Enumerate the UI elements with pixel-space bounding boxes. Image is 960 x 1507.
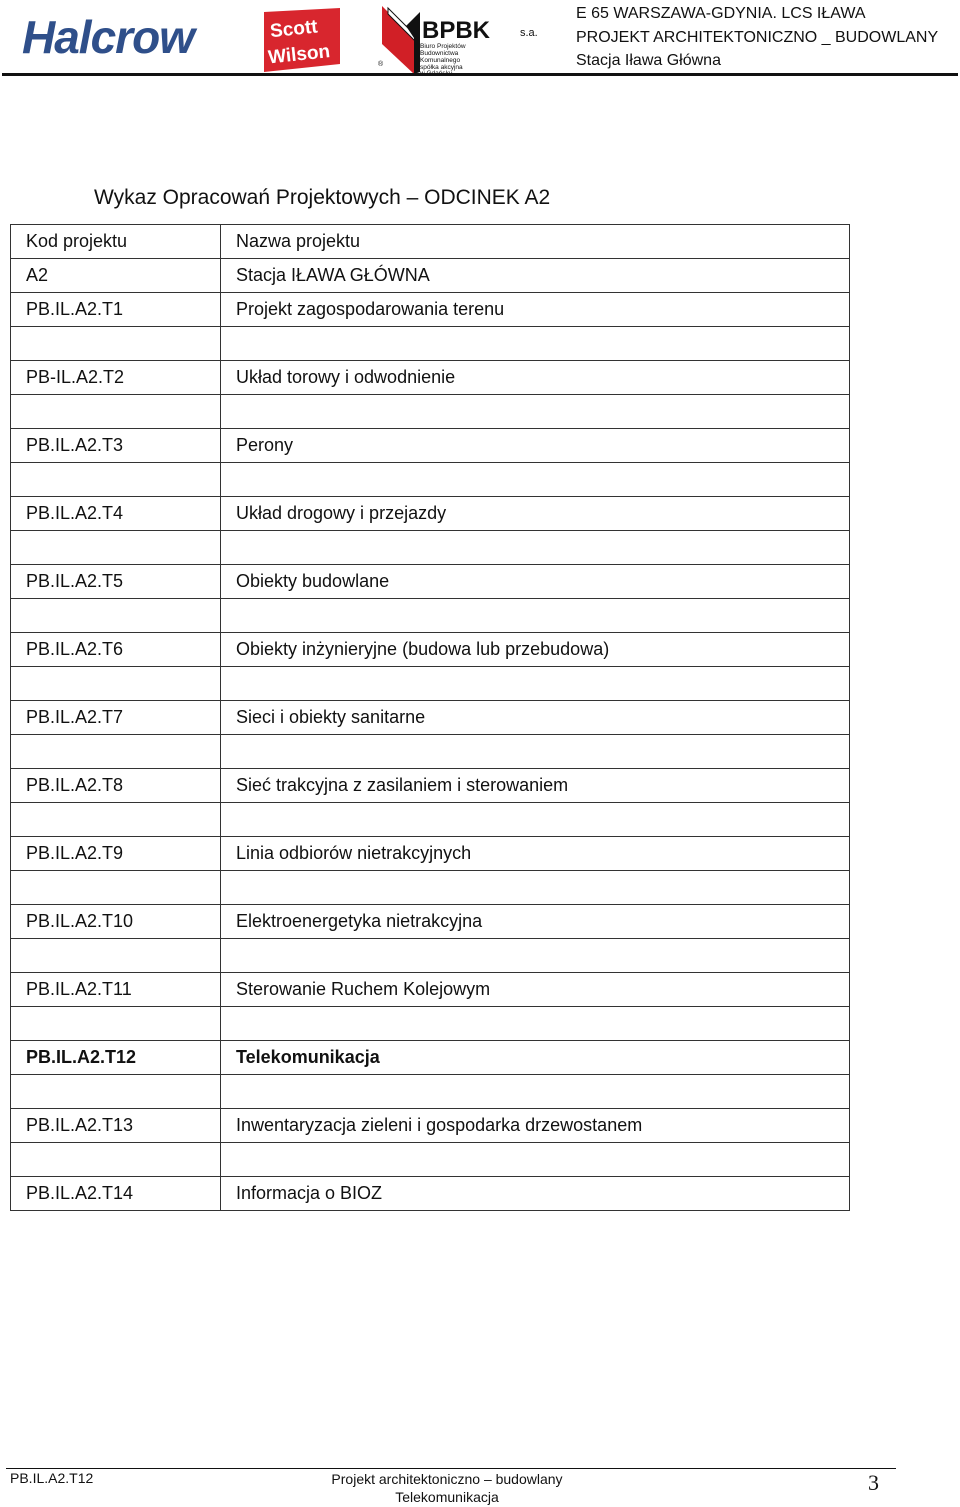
project-name-cell: Sieci i obiekty sanitarne: [221, 701, 850, 735]
project-name-cell: [221, 463, 850, 497]
header-line-3: Stacja Iława Główna: [576, 52, 721, 69]
table-row: [11, 939, 850, 973]
project-code-cell: PB.IL.A2.T5: [11, 565, 221, 599]
project-name-cell: Obiekty inżynieryjne (budowa lub przebudowa): [221, 633, 850, 667]
table-row: [11, 667, 850, 701]
svg-text:Budownictwa: Budownictwa: [420, 50, 459, 57]
project-code-cell: PB.IL.A2.T13: [11, 1109, 221, 1143]
table-row: [11, 803, 850, 837]
project-name-cell: [221, 1007, 850, 1041]
project-code-cell: [11, 939, 221, 973]
project-name-cell: Inwentaryzacja zieleni i gospodarka drzewostanem: [221, 1109, 850, 1143]
project-name-cell: [221, 939, 850, 973]
project-name-cell: [221, 1143, 850, 1177]
project-name-cell: [221, 599, 850, 633]
svg-text:BPBK: BPBK: [422, 17, 491, 44]
project-name-cell: Sieć trakcyjna z zasilaniem i sterowaniem: [221, 769, 850, 803]
project-code-cell: [11, 735, 221, 769]
projects-table-body: [11, 225, 850, 1211]
project-code-cell: [11, 1075, 221, 1109]
project-name-cell: Perony: [221, 429, 850, 463]
table-header-row: [11, 225, 850, 259]
scott-wilson-logo: [264, 8, 340, 72]
header-line-1: E 65 WARSZAWA-GDYNIA. LCS IŁAWA: [576, 5, 866, 22]
project-code-cell: [11, 395, 221, 429]
svg-text:Scott: Scott: [269, 16, 319, 43]
column-header-code: Kod projektu: [11, 225, 221, 259]
halcrow-logo: Halcrow: [22, 11, 194, 63]
project-name-cell: Informacja o BIOZ: [221, 1177, 850, 1211]
table-row: [11, 837, 850, 871]
project-name-cell: Sterowanie Ruchem Kolejowym: [221, 973, 850, 1007]
project-name-cell: Telekomunikacja: [221, 1041, 850, 1075]
project-code-cell: [11, 599, 221, 633]
footer-divider: [6, 1468, 896, 1469]
project-code-cell: PB.IL.A2.T12: [11, 1041, 221, 1075]
bpbk-logo: [378, 4, 548, 76]
table-row: [11, 293, 850, 327]
project-code-cell: PB.IL.A2.T14: [11, 1177, 221, 1211]
page-number: 3: [868, 1470, 879, 1495]
header-project-info: [576, 2, 938, 73]
project-name-cell: [221, 803, 850, 837]
project-code-cell: PB.IL.A2.T6: [11, 633, 221, 667]
table-row: [11, 735, 850, 769]
table-row: [11, 1075, 850, 1109]
project-name-cell: [221, 531, 850, 565]
document-title: Wykaz Opracowań Projektowych – ODCINEK A2: [94, 186, 551, 209]
page-header: [0, 0, 960, 78]
svg-text:s.a.: s.a.: [520, 27, 538, 39]
footer-line-1: Projekt architektoniczno – budowlany: [331, 1471, 563, 1487]
svg-text:Biuro Projektów: Biuro Projektów: [420, 43, 466, 50]
table-row: [11, 1041, 850, 1075]
project-code-cell: PB.IL.A2.T10: [11, 905, 221, 939]
project-code-cell: PB.IL.A2.T4: [11, 497, 221, 531]
table-row: [11, 1007, 850, 1041]
table-row: [11, 463, 850, 497]
table-row: [11, 395, 850, 429]
table-row: [11, 871, 850, 905]
table-row: [11, 1143, 850, 1177]
project-name-cell: [221, 327, 850, 361]
project-code-cell: [11, 327, 221, 361]
project-name-cell: [221, 871, 850, 905]
table-row: [11, 259, 850, 293]
project-code-cell: PB-IL.A2.T2: [11, 361, 221, 395]
svg-text:Wilson: Wilson: [267, 41, 332, 69]
project-code-cell: [11, 463, 221, 497]
project-code-cell: [11, 531, 221, 565]
project-name-cell: Układ drogowy i przejazdy: [221, 497, 850, 531]
project-name-cell: Obiekty budowlane: [221, 565, 850, 599]
svg-text:Komunalnego: Komunalnego: [420, 57, 461, 64]
project-name-cell: Elektroenergetyka nietrakcyjna: [221, 905, 850, 939]
table-row: [11, 973, 850, 1007]
footer-document-description: [300, 1470, 594, 1506]
project-name-cell: [221, 1075, 850, 1109]
project-name-cell: Układ torowy i odwodnienie: [221, 361, 850, 395]
svg-text:spółka akcyjna: spółka akcyjna: [420, 64, 463, 71]
project-code-cell: [11, 803, 221, 837]
table-row: [11, 429, 850, 463]
project-name-cell: [221, 395, 850, 429]
table-row: [11, 327, 850, 361]
project-code-cell: [11, 667, 221, 701]
project-code-cell: PB.IL.A2.T7: [11, 701, 221, 735]
project-code-cell: PB.IL.A2.T8: [11, 769, 221, 803]
column-header-name: Nazwa projektu: [221, 225, 850, 259]
header-divider: [2, 73, 958, 76]
table-row: [11, 531, 850, 565]
project-code-cell: A2: [11, 259, 221, 293]
table-row: [11, 1177, 850, 1211]
project-code-cell: [11, 871, 221, 905]
project-name-cell: Projekt zagospodarowania terenu: [221, 293, 850, 327]
project-code-cell: PB.IL.A2.T3: [11, 429, 221, 463]
project-code-cell: PB.IL.A2.T11: [11, 973, 221, 1007]
project-name-cell: Stacja IŁAWA GŁÓWNA: [221, 259, 850, 293]
project-name-cell: [221, 667, 850, 701]
header-line-2: PROJEKT ARCHITEKTONICZNO _ BUDOWLANY: [576, 28, 939, 46]
table-row: [11, 1109, 850, 1143]
project-code-cell: PB.IL.A2.T9: [11, 837, 221, 871]
projects-table: [10, 224, 850, 1211]
project-code-cell: [11, 1143, 221, 1177]
table-row: [11, 565, 850, 599]
table-row: [11, 361, 850, 395]
project-name-cell: Linia odbiorów nietrakcyjnych: [221, 837, 850, 871]
table-row: [11, 497, 850, 531]
table-row: [11, 905, 850, 939]
table-row: [11, 701, 850, 735]
table-row: [11, 633, 850, 667]
project-code-cell: PB.IL.A2.T1: [11, 293, 221, 327]
footer-document-code: PB.IL.A2.T12: [10, 1470, 94, 1486]
table-row: [11, 599, 850, 633]
svg-text:®: ®: [378, 61, 384, 68]
table-row: [11, 769, 850, 803]
project-code-cell: [11, 1007, 221, 1041]
project-name-cell: [221, 735, 850, 769]
footer-line-2: Telekomunikacja: [395, 1489, 499, 1505]
